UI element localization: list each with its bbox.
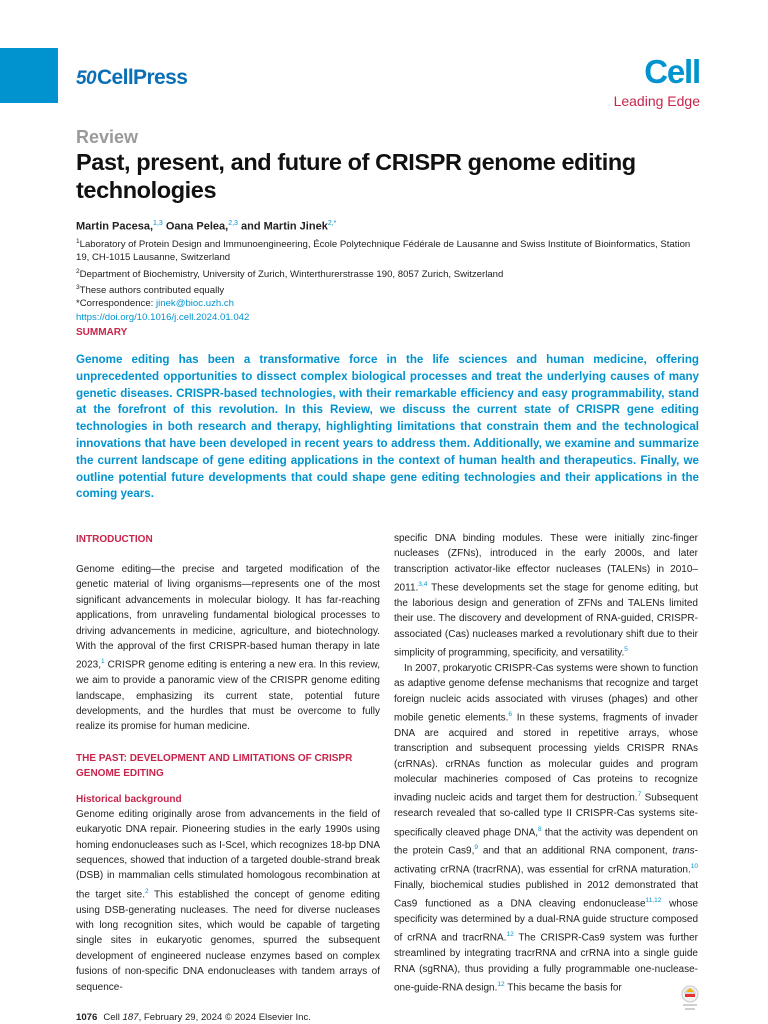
citation-ref[interactable]: 1 xyxy=(101,658,105,666)
affiliations xyxy=(76,235,696,324)
author-affil-ref: 2,3 xyxy=(228,220,238,227)
page-number: 1076 xyxy=(76,1012,98,1023)
author-affil-ref: 1,3 xyxy=(153,220,163,227)
volume-number: 187 xyxy=(122,1012,139,1023)
citation-ref[interactable]: 12 xyxy=(497,980,505,988)
citation-ref[interactable]: 12 xyxy=(506,931,514,939)
affiliation-3: $^3$These authors contributed equally xyxy=(76,283,225,297)
summary-heading: SUMMARY xyxy=(76,327,128,338)
journal-logo: Cell xyxy=(644,53,700,90)
left-column xyxy=(76,532,380,995)
cellpress-logo: 50CellPress xyxy=(76,66,188,89)
citation-ref[interactable]: 9 xyxy=(474,844,479,852)
summary-text: Genome editing has been a transformative force in the life sciences and human medicine, offering unprecedented opportunities to dissect complex biological processes and treat the underlying causes of many genetic diseases. CRISPR-based technologies, with their remarkable efficiency and easy programmability, stand at the forefront of this revolution. In this Review, we discuss the current state of CRISPR gene editing technologies in both research and therapy, highlighting limitations that constrain them and the technological innovations that have been developed in recent years to address them. Additionally, we examine and summarize the current landscape of gene editing applications in the context of human health and therapeutics. Finally, we outline potential future developments that could shape gene editing technologies and their applications in the coming years. xyxy=(76,353,699,501)
article-type: Review xyxy=(76,127,139,147)
citation-ref[interactable]: 5 xyxy=(624,646,628,654)
author-list xyxy=(76,220,336,233)
affiliation-1: $^1$Laboratory of Protein Design and Immunoengineering, École Polytechnique Fédérale de Lausanne and Swiss Institute of Bioinformatics, Station 19, CH-1015 Lausanne, Switzerland xyxy=(76,238,691,264)
citation-ref[interactable]: 2 xyxy=(145,887,149,895)
article-title: Past, present, and future of CRISPR genome editing technologies xyxy=(76,149,636,203)
page-footer: 1076 Cell 187, February 29, 2024 © 2024 Elsevier Inc. xyxy=(76,1012,311,1023)
right-column xyxy=(394,531,698,996)
historical-paragraph: Genome editing originally arose from advancements in the field of eukaryotic DNA repair. Pioneering studies in the early 1990s using homing endonucleases such as I-SceI, which recognizes 18-bp DNA sequences, showed that induction of a targeted double-strand break (DSB) in mammalian cells stimulated homologous recombination at the target site.$^2$ This established the concept of genome editing using DSB-generating nucleases. The need for diverse nucleases with long recognition sites, which would be capable of targeting single sites in eukaryotic genomes, spurred the subsequent development of engineered nuclease enzymes based on complex fusions of non-specific DNA endonucleases with tandem arrays of sequence- xyxy=(76,808,380,993)
email-link[interactable]: jinek@bioc.uzh.ch xyxy=(156,298,235,310)
author-name[interactable]: Martin Pacesa, xyxy=(76,220,154,233)
historical-background-heading: Historical background xyxy=(76,793,182,805)
right-paragraph-2: In 2007, prokaryotic CRISPR-Cas systems were shown to function as adaptive genome defense mechanisms that recognize and target foreign nucleic acids associated with viruses (phages) and other mobile genetic elements.$^6$ In these systems, fragments of invader DNA are acquired and stored in repetitive arrays, whose transcription and subsequent processing yields CRISPR RNAs (crRNAs). crRNAs function as molecular guides and program molecular machineries composed of Cas proteins to recognize invading nucleic acids and target them for destruction.$^7$ Subsequent research revealed that so-called type II CRISPR-Cas systems site-specifically cleaved phage DNA,$^8$ that the activity was dependent on the protein Cas9,$^9$ and that an additional RNA component, trans-activating crRNA (tracrRNA), was essential for crRNA maturation.$^{10}$ Finally, biochemical studies published in 2012 demonstrated that Cas9 functioned as a DNA cleaving endonuclease$^{11,12}$ whose specificity was determined by a dual-RNA guide structure composed of crRNA and tracrRNA.$^{12}$ The CRISPR-Cas9 system was further streamlined by integrating tracrRNA and crRNA into a single guide RNA (sgRNA), thus providing a fully programmable one-nuclease-one-guide-RNA design.$^{12}$ This became the basis for xyxy=(394,662,699,994)
right-paragraph-1: specific DNA binding modules. These were initially zinc-finger nucleases (ZFNs), introduced in the early 2000s, and later transcription activator-like effector nucleases (TALENs) in 2010–2011.$^{3,4}$ These developments set the stage for genome editing, but the laborious design and generation of ZFNs and TALENs limited their use. The discovery and development of RNA-guided, CRISPR-associated (Cas) nucleases marked a revolutionary shift due to their simplicity of programming, specificity, and versatility.$^5$ xyxy=(394,533,698,659)
citation-ref[interactable]: 11,12 xyxy=(645,897,662,905)
past-section-heading: THE PAST: DEVELOPMENT AND LIMITATIONS OF CRISPR GENOME EDITING xyxy=(76,752,353,779)
cellpress-color-tab xyxy=(0,48,58,103)
doi-link[interactable]: https://doi.org/10.1016/j.cell.2024.01.042 xyxy=(76,311,250,323)
author-affil-ref: 2,* xyxy=(327,220,337,227)
citation-ref[interactable]: 8 xyxy=(538,825,542,833)
citation-ref[interactable]: 7 xyxy=(637,791,642,799)
citation-ref[interactable]: 10 xyxy=(690,863,698,871)
affiliation-2: $^2$Department of Biochemistry, University of Zurich, Winterthurerstrasse 190, 8057 Zurich, Switzerland xyxy=(76,267,504,280)
intro-paragraph: Genome editing—the precise and targeted modification of the genetic material of living organisms—represents one of the most significant advancements in molecular biology. It has far-reaching applications, from unraveling fundamental biological processes to driving advancements in medicine, agriculture, and biotechnology. With the approval of the first CRISPR-based human therapy in late 2023,$^1$ CRISPR genome editing is entering a new era. In this review, we aim to provide a panoramic view of the CRISPR genome editing landscape, emphasizing its current state, potential future developments, and the hurdles that must be overcome to fully realize its promise for human medicine. xyxy=(76,564,380,733)
journal-section: Leading Edge xyxy=(613,93,700,109)
check-for-updates-icon[interactable] xyxy=(678,984,702,1012)
citation-ref[interactable]: 6 xyxy=(508,711,513,719)
author-name[interactable]: Oana Pelea, xyxy=(165,220,229,233)
intro-heading: INTRODUCTION xyxy=(76,534,153,545)
citation-ref[interactable]: 3,4 xyxy=(418,581,428,589)
correspondence: *Correspondence: jinek@bioc.uzh.ch xyxy=(76,298,235,310)
author-name[interactable]: and Martin Jinek xyxy=(241,220,328,233)
